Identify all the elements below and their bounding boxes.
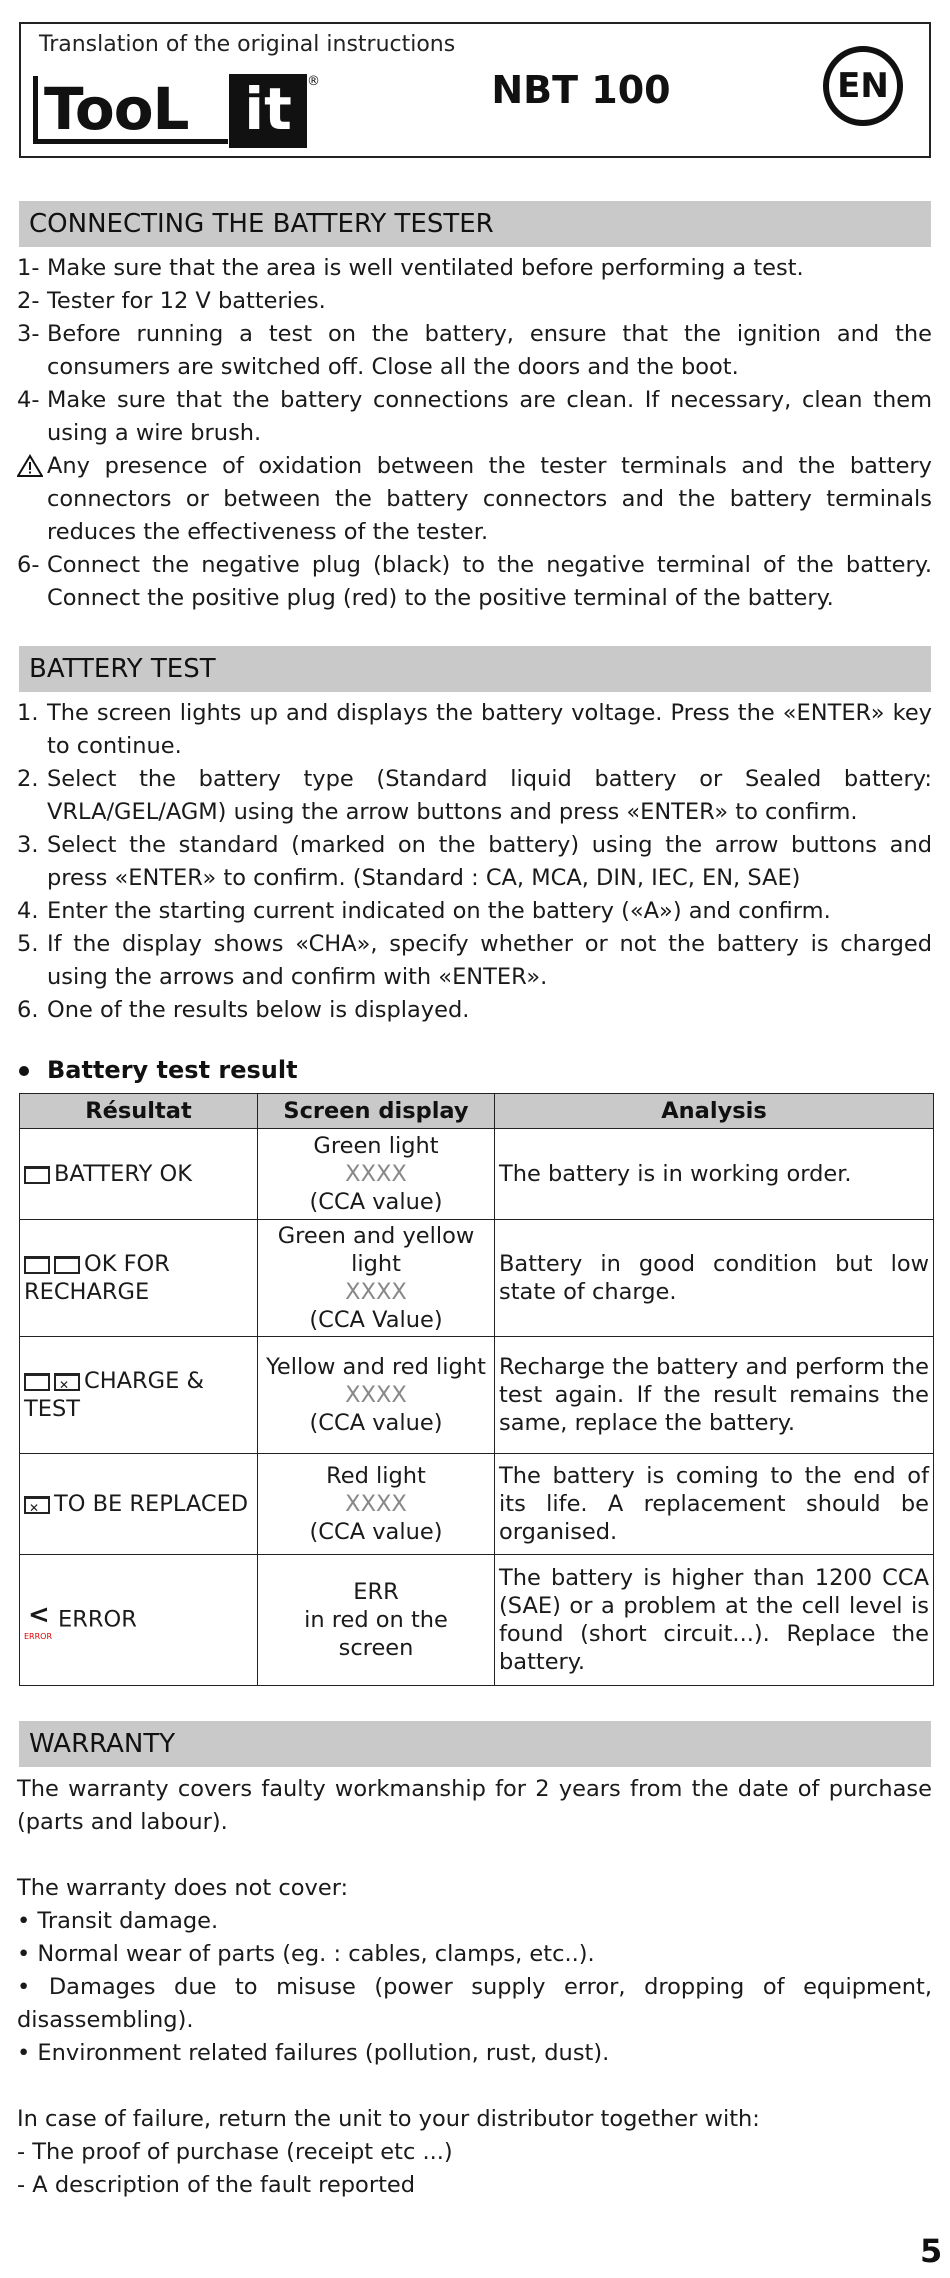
list-item: 2- Tester for 12 V batteries.: [17, 288, 326, 314]
result-cell: OK FOR RECHARGE: [20, 1220, 258, 1337]
list-item: • Environment related failures (pollution, rust, dust).: [17, 2040, 610, 2066]
analysis-cell: Recharge the battery and perform the test again. If the result remains the same, replace the battery.: [495, 1337, 934, 1454]
table-row: [20, 1337, 934, 1454]
header-box: [19, 22, 931, 158]
page-number: 5: [920, 2232, 943, 2270]
display-cell: ERR in red on the screen: [258, 1555, 495, 1686]
table-header: Screen display: [258, 1094, 495, 1129]
table-row: [20, 1220, 934, 1337]
logo-it-block: it: [229, 74, 307, 148]
list-item: 4. Enter the starting current indicated on the battery («A») and confirm.: [17, 898, 831, 924]
list-item: 3. Select the standard (marked on the battery) using the arrow buttons and press «ENTER» to confirm. (Standard : CA, MCA, DIN, IEC, EN, SAE): [17, 832, 932, 891]
toolit-logo: [33, 74, 323, 152]
analysis-cell: Battery in good condition but low state of charge.: [495, 1220, 934, 1337]
list-item: 6- Connect the negative plug (black) to the negative terminal of the battery. Connect the positive plug (red) to the positive terminal of the battery.: [17, 552, 932, 611]
battery-test-result-heading: Battery test result: [19, 1056, 298, 1084]
list-item: - A description of the fault reported: [17, 2172, 416, 2198]
result-cell: < ERROR ERROR: [20, 1555, 258, 1686]
table-header: Analysis: [495, 1094, 934, 1129]
registered-mark: ®: [307, 74, 320, 89]
list-item: 1- Make sure that the area is well ventilated before performing a test.: [17, 255, 804, 281]
list-item: 2. Select the battery type (Standard liquid battery or Sealed battery: VRLA/GEL/AGM) using the arrow buttons and press «ENTER» to confirm.: [17, 766, 932, 825]
warranty-coverage-text: The warranty covers faulty workmanship for 2 years from the date of purchase (parts and labour).: [17, 1776, 932, 1835]
list-item: 3- Before running a test on the battery, ensure that the ignition and the consumers are switched off. Close all the doors and the boot.: [17, 321, 932, 380]
language-badge: EN: [823, 46, 903, 126]
section-warranty-title: WARRANTY: [19, 1721, 931, 1767]
connecting-list: [17, 252, 932, 615]
battery-test-list: [17, 697, 932, 1027]
battery-icon: [24, 1166, 50, 1184]
table-row: [20, 1555, 934, 1686]
list-item: 4- Make sure that the battery connections are clean. If necessary, clean them using a wire brush.: [17, 387, 932, 446]
table-header-row: [20, 1094, 934, 1129]
section-connecting-title: CONNECTING THE BATTERY TESTER: [19, 201, 931, 247]
translation-note: Translation of the original instructions: [39, 32, 456, 57]
display-cell: Green light XXXX (CCA value): [258, 1129, 495, 1220]
display-cell: Yellow and red light XXXX (CCA value): [258, 1337, 495, 1454]
battery-fault-icon: [54, 1373, 80, 1391]
warranty-exclusions: The warranty does not cover: • Transit damage. • Normal wear of parts (eg. : cables, clamps, etc..). • Damages due to misuse (power supply error, dropping of equipment, disassembling). • Environment related failures (pollution, rust, dust).: [17, 1872, 932, 2070]
battery-result-table: [19, 1093, 934, 1686]
model-title: NBT 100: [491, 68, 671, 112]
warranty-return-instructions: In case of failure, return the unit to your distributor together with: - The proof of purchase (receipt etc ...) - A description of the fault reported: [17, 2103, 932, 2202]
list-item: - The proof of purchase (receipt etc ...): [17, 2139, 453, 2165]
analysis-cell: The battery is coming to the end of its life. A replacement should be organised.: [495, 1454, 934, 1555]
battery-icon: [24, 1256, 50, 1274]
section-battery-test-title: BATTERY TEST: [19, 646, 931, 692]
table-row: [20, 1454, 934, 1555]
list-item: • Damages due to misuse (power supply error, dropping of equipment, disassembling).: [17, 1974, 932, 2033]
result-cell: ✕TO BE REPLACED: [20, 1454, 258, 1555]
list-item-warning: Any presence of oxidation between the tester terminals and the battery connectors or between the battery connectors and the battery terminals reduces the effectiveness of the tester.: [17, 450, 932, 549]
list-item: 5. If the display shows «CHA», specify whether or not the battery is charged using the arrows and confirm with «ENTER».: [17, 931, 932, 990]
analysis-cell: The battery is in working order.: [495, 1129, 934, 1220]
display-cell: Red light XXXX (CCA value): [258, 1454, 495, 1555]
error-icon: < ERROR: [24, 1600, 53, 1641]
list-item: • Transit damage.: [17, 1908, 219, 1934]
list-item: 1. The screen lights up and displays the battery voltage. Press the «ENTER» key to continue.: [17, 700, 932, 759]
warning-triangle-icon: [17, 454, 43, 478]
display-cell: Green and yellow light XXXX (CCA Value): [258, 1220, 495, 1337]
list-item: • Normal wear of parts (eg. : cables, clamps, etc..).: [17, 1941, 595, 1967]
logo-tool-text: TooL: [33, 76, 228, 144]
battery-fault-icon: [24, 1496, 50, 1514]
battery-icon: [24, 1373, 50, 1391]
bullet-icon: [19, 1066, 29, 1076]
battery-icon: [54, 1256, 80, 1274]
analysis-cell: The battery is higher than 1200 CCA (SAE) or a problem at the cell level is found (short circuit...). Replace the battery.: [495, 1555, 934, 1686]
table-row: [20, 1129, 934, 1220]
result-cell: BATTERY OK: [20, 1129, 258, 1220]
table-header: Résultat: [20, 1094, 258, 1129]
result-cell: ✕CHARGE & TEST: [20, 1337, 258, 1454]
list-item: 6. One of the results below is displayed.: [17, 997, 470, 1023]
